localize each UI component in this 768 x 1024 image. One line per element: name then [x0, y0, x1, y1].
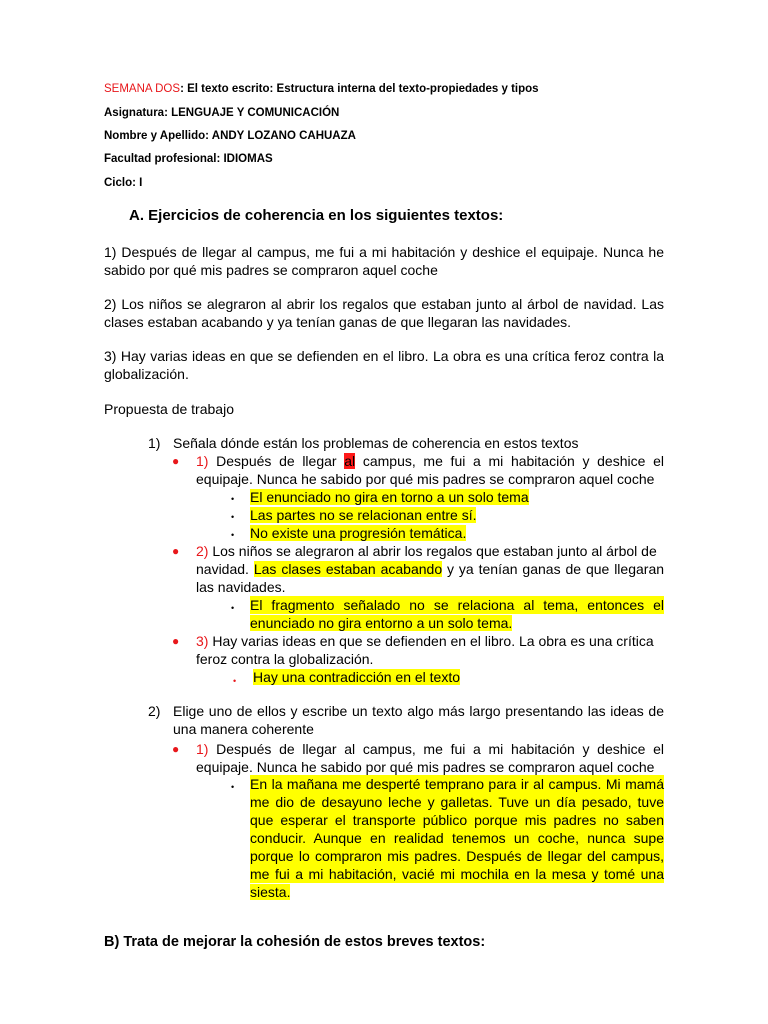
- task-1-item-2-line-2: navidad. Las clases estaban acabando y ya tenían ganas de que llegaran: [196, 561, 665, 577]
- paragraph-1: 1) Después de llegar al campus, me fui a mi habitación y deshice el equipaje. Nunca he sabido por qué mis padres se compraron aquel coche: [104, 244, 664, 278]
- story-line-7: siesta.: [250, 884, 291, 900]
- task-1-item-3-line-1: 3) Hay varias ideas en que se defienden en el libro. La obra es una crítica: [196, 633, 654, 649]
- story-line-3: que esperar el transporte público porque mis padres no saben: [250, 812, 664, 828]
- task-1-item-2-line-3: las navidades.: [196, 579, 286, 595]
- story-line-2: me dio de desayuno leche y galletas. Tuve un día pesado, tuve: [250, 794, 664, 810]
- highlight-phrase: Las clases estaban acabando: [253, 561, 443, 577]
- task-1-item-1-line-2: equipaje. Nunca he sabido por qué mis padres se compraron aquel coche: [196, 471, 655, 487]
- paragraph-2: 2) Los niños se alegraron al abrir los regalos que estaban junto al árbol de navidad. Las clases estaban acabando y ya tenían ganas de que llegaran las navidades.: [104, 296, 664, 330]
- red-bullet-icon: ●: [172, 634, 180, 648]
- week-heading: [104, 83, 539, 95]
- red-bullet-icon: ●: [172, 454, 180, 468]
- task-1-item-3-note: Hay una contradicción en el texto: [253, 669, 461, 685]
- sub-bullet-icon: •: [231, 782, 235, 792]
- task-1-item-1-line-1: 1) Después de llegar al campus, me fui a mi habitación y deshice el: [196, 453, 664, 469]
- section-a-title: A. Ejercicios de coherencia en los siguientes textos:: [129, 207, 504, 224]
- story-line-5: porque lo compraron mis padres. Después de llegar del campus,: [250, 848, 664, 864]
- task-2-number: 2): [148, 703, 161, 719]
- student-name-line: Nombre y Apellido: ANDY LOZANO CAHUAZA: [104, 130, 356, 142]
- story-line-4: conducir. Aunque en realidad tenemos un coche, nunca supe: [250, 830, 664, 846]
- task-1-item-1-note-2: Las partes no se relacionan entre sí.: [250, 507, 477, 523]
- cycle-line: Ciclo: I: [104, 177, 143, 189]
- sub-bullet-icon: •: [233, 676, 237, 686]
- task-2-line-1: Elige uno de ellos y escribe un texto algo más largo presentando las ideas de: [173, 703, 664, 719]
- story-line-1: En la mañana me desperté temprano para ir al campus. Mi mamá: [250, 776, 664, 792]
- task-1-item-1-note-3: No existe una progresión temática.: [250, 525, 467, 541]
- sub-bullet-icon: •: [231, 530, 235, 540]
- task-1-item-2-note-line-2: enunciado no gira entorno a un solo tema.: [250, 615, 513, 631]
- task-2-line-2: una manera coherente: [173, 721, 314, 737]
- week-label: SEMANA DOS: [104, 83, 181, 95]
- task-2-item-1-line-1: 1) Después de llegar al campus, me fui a mi habitación y deshice el: [196, 741, 664, 757]
- task-1-item-3-line-2: feroz contra la globalización.: [196, 651, 374, 667]
- faculty-line: Facultad profesional: IDIOMAS: [104, 153, 273, 165]
- sub-bullet-icon: •: [231, 512, 235, 522]
- red-bullet-icon: ●: [172, 742, 180, 756]
- task-1-item-2-line-1: 2) Los niños se alegraron al abrir los regalos que estaban junto al árbol de: [196, 543, 657, 559]
- subject-line: Asignatura: LENGUAJE Y COMUNICACIÓN: [104, 107, 340, 119]
- paragraph-3: 3) Hay varias ideas en que se defienden en el libro. La obra es una crítica feroz contra la globalización.: [104, 348, 664, 382]
- task-1-item-1-note-1: El enunciado no gira en torno a un solo tema: [250, 489, 529, 505]
- task-1-text: Señala dónde están los problemas de coherencia en estos textos: [173, 435, 579, 451]
- section-b-title: B) Trata de mejorar la cohesión de estos breves textos:: [104, 934, 486, 950]
- task-1-number: 1): [148, 435, 161, 451]
- task-1-item-2-note-line-1: El fragmento señalado no se relaciona al tema, entonces el: [250, 597, 664, 613]
- story-line-6: me fui a mi habitación, vacié mi mochila en la mesa y tomé una: [250, 866, 664, 882]
- week-topic: : El texto escrito: Estructura interna del texto-propiedades y tipos: [180, 83, 539, 95]
- highlight-word: al: [344, 453, 356, 469]
- sub-bullet-icon: •: [231, 603, 235, 613]
- task-2-item-1-line-2: equipaje. Nunca he sabido por qué mis padres se compraron aquel coche: [196, 759, 655, 775]
- proposal-label: Propuesta de trabajo: [104, 401, 234, 417]
- sub-bullet-icon: •: [231, 494, 235, 504]
- red-bullet-icon: ●: [172, 544, 180, 558]
